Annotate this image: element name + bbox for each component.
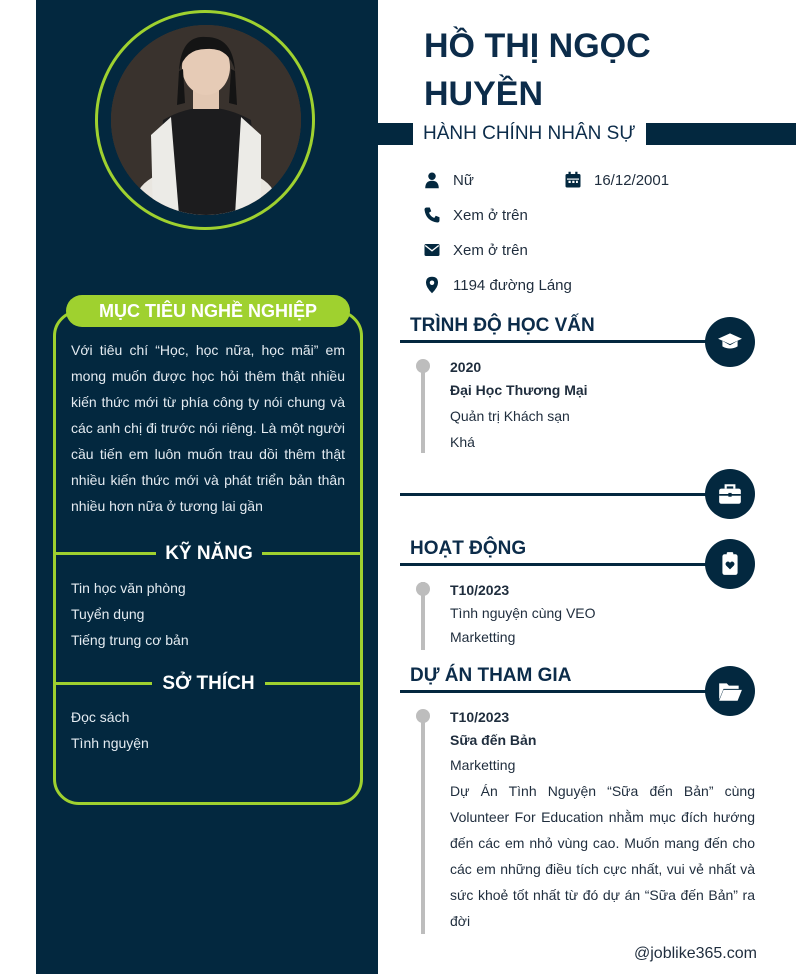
- phone-value: Xem ở trên: [453, 206, 528, 224]
- footer-watermark: @joblike365.com: [634, 945, 757, 962]
- skill-item: Tuyển dụng: [71, 606, 145, 622]
- skills-divider-left: [56, 552, 156, 555]
- education-school: Đại Học Thương Mại: [450, 382, 588, 398]
- location-icon: [423, 276, 441, 294]
- activities-name: Tình nguyện cùng VEO: [450, 605, 596, 621]
- full-name: HỒ THỊ NGỌC HUYỀN: [424, 27, 651, 113]
- folder-icon: [717, 678, 743, 704]
- hobby-item: Tình nguyện: [71, 735, 149, 751]
- birthdate-value: 16/12/2001: [594, 171, 670, 189]
- gender-row: [423, 171, 474, 189]
- education-title: TRÌNH ĐỘ HỌC VẤN: [410, 315, 595, 336]
- education-timeline-dot: [416, 359, 430, 373]
- avatar: [111, 25, 301, 215]
- skill-item: Tin học văn phòng: [71, 580, 186, 596]
- experience-divider: [400, 493, 740, 496]
- phone-row: [423, 206, 528, 224]
- birthdate-row: [564, 171, 669, 189]
- phone-icon: [423, 206, 441, 224]
- mail-icon: [423, 241, 441, 259]
- hobbies-divider-left: [56, 682, 152, 685]
- projects-title: DỰ ÁN THAM GIA: [410, 665, 572, 686]
- projects-entry: [450, 707, 755, 934]
- projects-name: Sữa đến Bản: [450, 732, 537, 748]
- email-row: [423, 241, 528, 259]
- badge-icon: [717, 551, 743, 577]
- avatar-photo: [111, 25, 301, 215]
- activities-date: T10/2023: [450, 582, 510, 598]
- projects-role: Marketting: [450, 757, 516, 773]
- graduation-cap-icon: [717, 329, 743, 355]
- job-title: HÀNH CHÍNH NHÂN SỰ: [413, 119, 646, 149]
- skills-title: KỸ NĂNG: [165, 543, 253, 564]
- address-row: [423, 276, 572, 294]
- objective-text: Với tiêu chí “Học, học nữa, học mãi” em mong muốn được học hỏi thêm thật nhiều kiến thức mới từ phía công ty nói chung và các anh chị đi trước nói riêng. Là một người cầu tiến em luôn muốn trau dồi thêm thật nhiều kiến thức mới và phát triển bản thân nhiều hơn nữa ở tương lai gần: [71, 342, 345, 514]
- hobbies-divider-right: [265, 682, 360, 685]
- skill-item: Tiếng trung cơ bản: [71, 632, 189, 648]
- projects-divider: [400, 690, 740, 693]
- education-timeline: [421, 360, 425, 453]
- activities-title: HOẠT ĐỘNG: [410, 538, 527, 559]
- address-value: 1194 đường Láng: [453, 276, 572, 294]
- calendar-icon: [564, 171, 582, 189]
- education-major: Quản trị Khách sạn: [450, 408, 570, 424]
- hobbies-list: [71, 704, 149, 756]
- briefcase-icon: [717, 481, 743, 507]
- experience-badge: [705, 469, 755, 519]
- projects-date: T10/2023: [450, 709, 510, 725]
- education-year: 2020: [450, 359, 482, 375]
- skills-divider-right: [262, 552, 360, 555]
- objective-title: MỤC TIÊU NGHỀ NGHIỆP: [66, 295, 350, 327]
- hobbies-title: SỞ THÍCH: [162, 673, 255, 694]
- education-grade: Khá: [450, 434, 475, 450]
- skills-list: [71, 575, 189, 653]
- email-value: Xem ở trên: [453, 241, 528, 259]
- education-entry: [450, 357, 755, 455]
- activities-divider: [400, 563, 740, 566]
- activities-timeline-dot: [416, 582, 430, 596]
- gender-value: Nữ: [453, 171, 474, 189]
- activities-role: Marketting: [450, 629, 516, 645]
- activities-entry: [450, 580, 755, 649]
- hobby-item: Đọc sách: [71, 709, 130, 725]
- projects-description: Dự Án Tình Nguyện “Sữa đến Bản” cùng Volunteer For Education nhằm mục đích hướng đến các em nhỏ vùng cao. Muốn mang đến cho các em những điều tích cực nhất, vui vẻ nhất và sức khoẻ tốt nhất từ đó dự án “Sữa đến Bản” ra đời: [450, 783, 755, 929]
- projects-timeline: [421, 710, 425, 934]
- education-divider: [400, 340, 740, 343]
- user-icon: [423, 171, 441, 189]
- projects-timeline-dot: [416, 709, 430, 723]
